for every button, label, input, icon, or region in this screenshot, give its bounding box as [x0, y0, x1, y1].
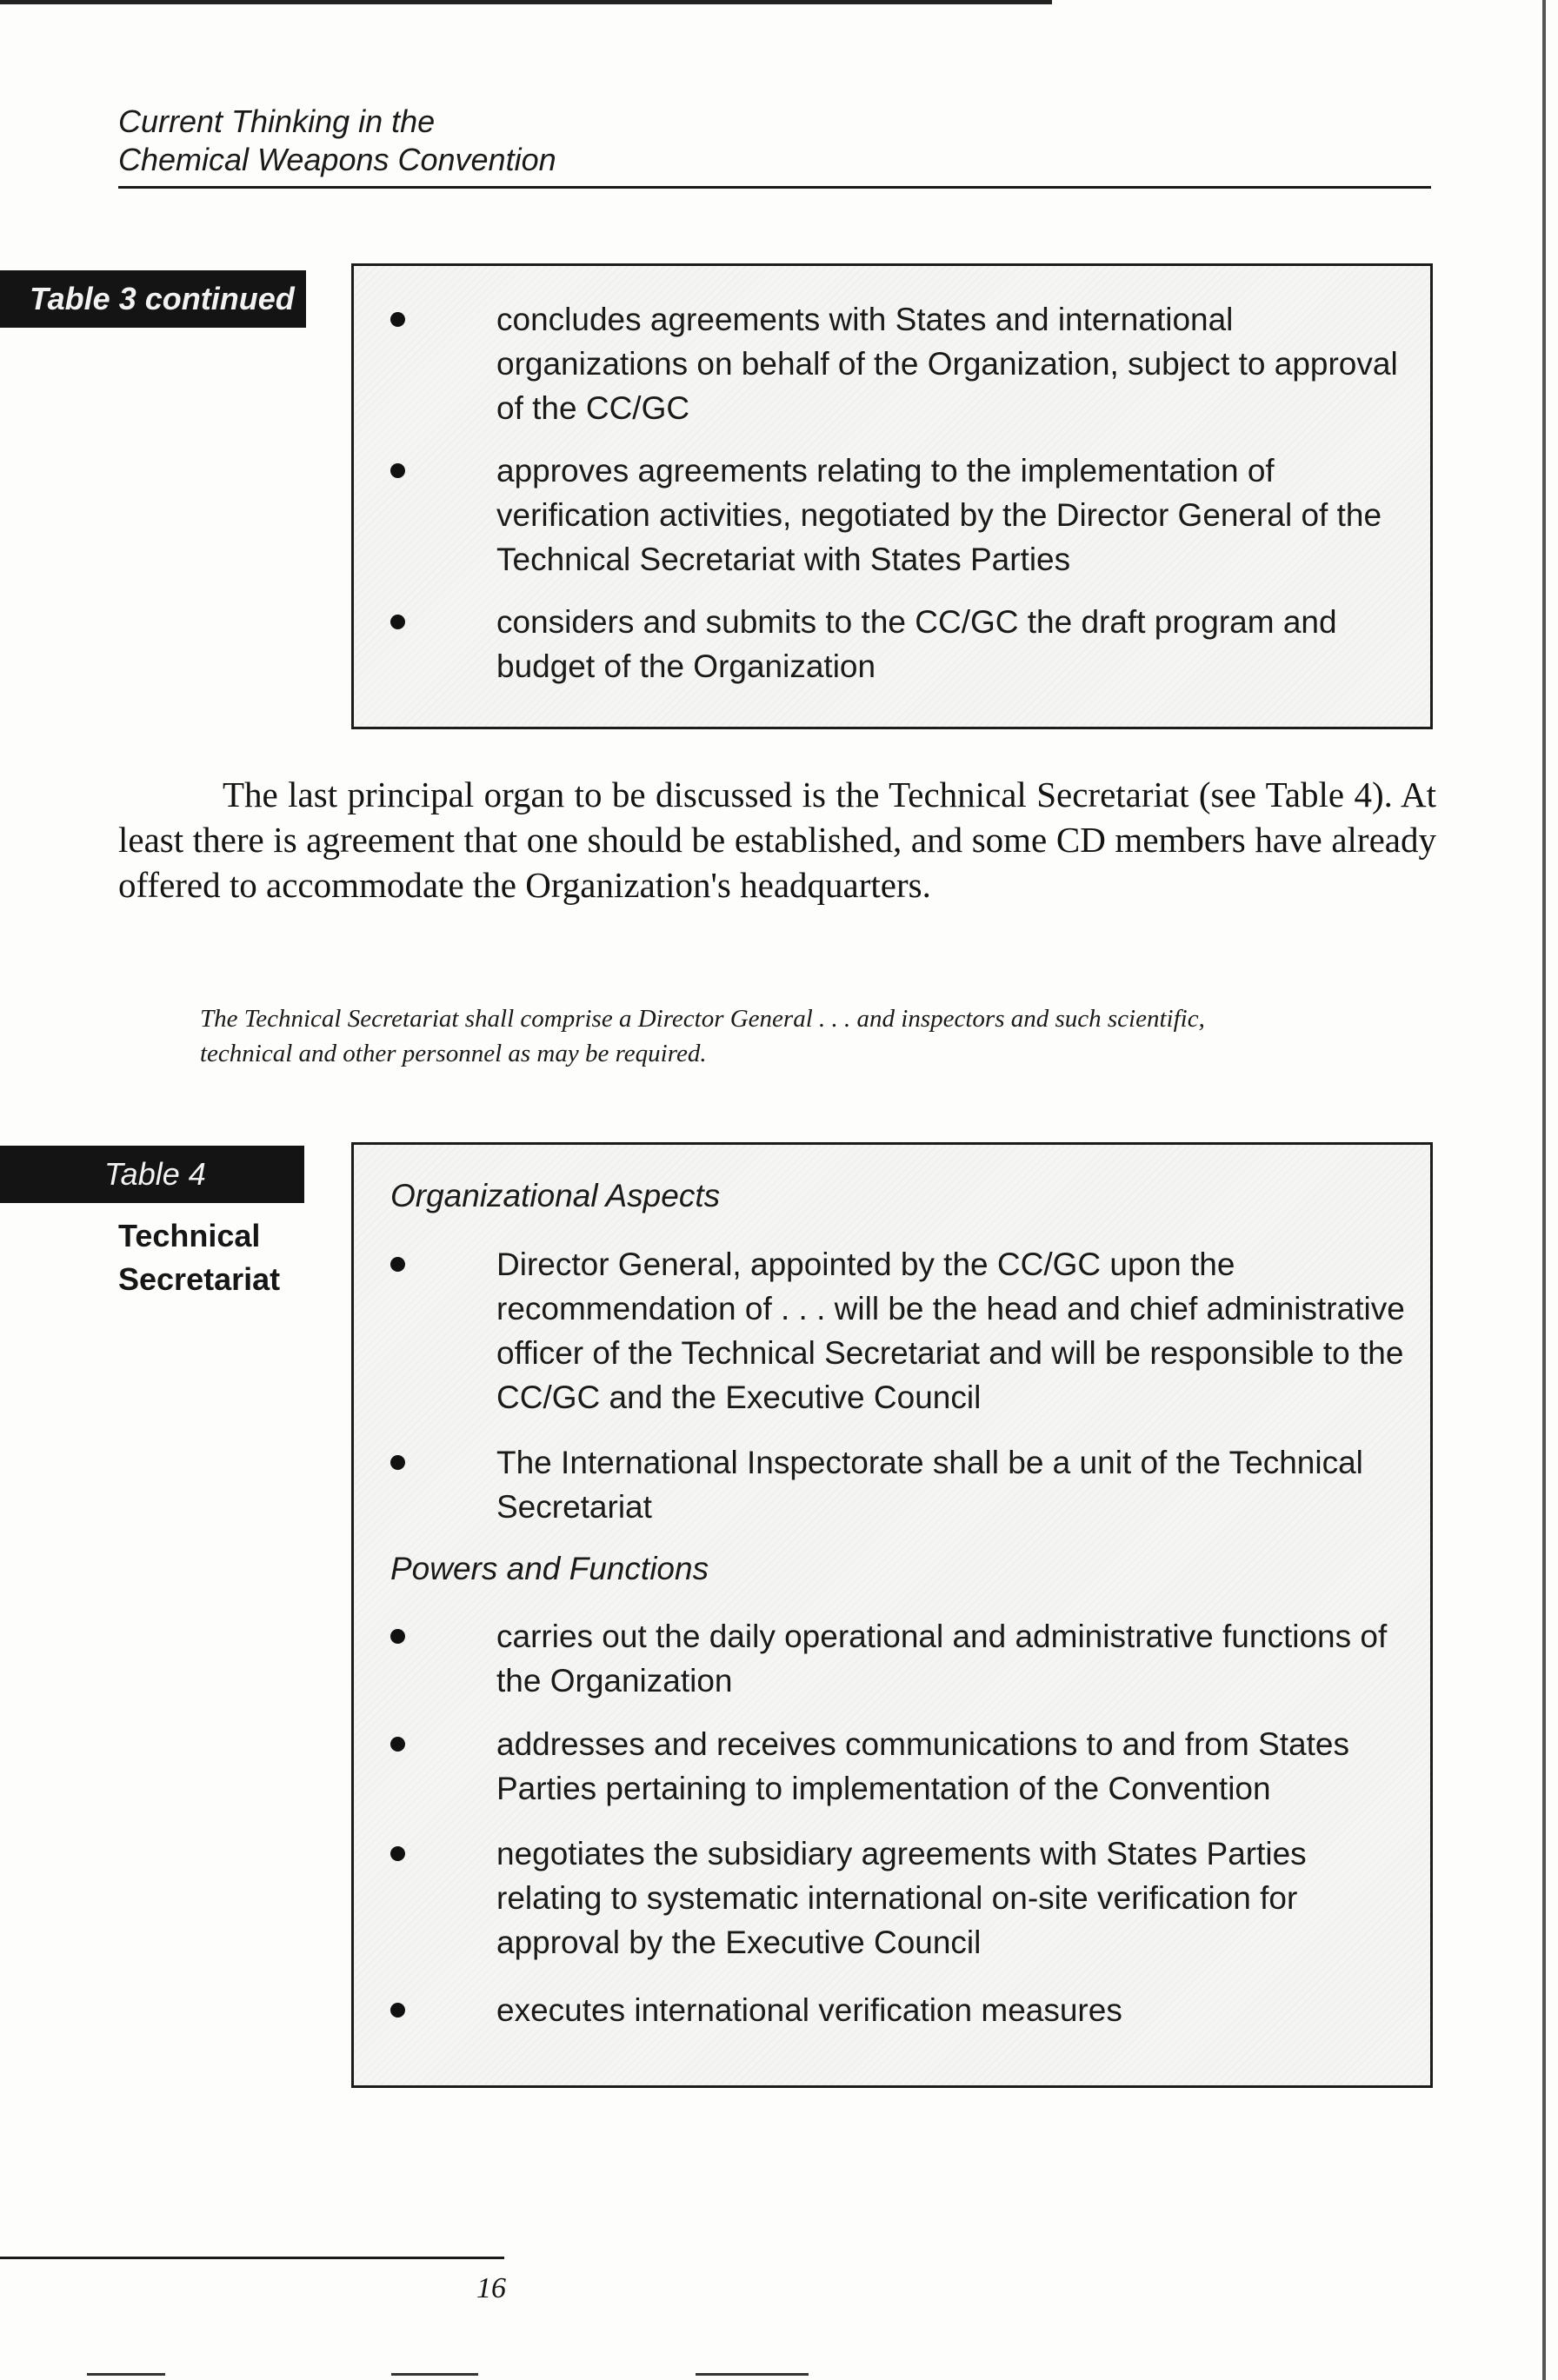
bullet-icon: [390, 615, 405, 629]
table-3-item: [354, 297, 1428, 430]
table-4-item: [354, 1242, 1428, 1419]
page-edge-line: [1542, 0, 1546, 2380]
section-heading-powers-and-functions: Powers and Functions: [390, 1551, 709, 1586]
table-4-title-line-2: Secretariat: [118, 1261, 281, 1297]
table-3-label: Table 3 continued: [0, 270, 306, 328]
table-4-item: [354, 1614, 1428, 1703]
table-3-item: [354, 449, 1428, 582]
footer-rule: [0, 2257, 504, 2259]
bottom-edge-mark: [87, 2373, 165, 2376]
bullet-icon: [390, 1257, 405, 1272]
table-4-item-text: addresses and receives communications to and from States Parties pertaining to implementation of the Convention: [496, 1726, 1349, 1806]
page-number: 16: [476, 2272, 506, 2304]
table-3-box: [351, 263, 1433, 729]
table-4-label: Table 4: [0, 1146, 304, 1203]
running-head-line-1: Current Thinking in the: [118, 103, 436, 139]
table-4-item-text: negotiates the subsidiary agreements with States Parties relating to systematic international on-site verification for approval by the Executive Council: [496, 1836, 1307, 1960]
table-3-item: [354, 600, 1428, 688]
table-4-item-text: carries out the daily operational and administrative functions of the Organization: [496, 1619, 1388, 1699]
table-4-item: [354, 1832, 1428, 1964]
bullet-icon: [390, 2003, 405, 2018]
table-4-item-text: executes international verification measures: [496, 1992, 1122, 2028]
bullet-icon: [390, 312, 405, 327]
running-head: [118, 103, 1431, 179]
table-4-item-text: The International Inspectorate shall be a unit of the Technical Secretariat: [496, 1445, 1363, 1525]
running-head-line-2: Chemical Weapons Convention: [118, 142, 556, 177]
bottom-edge-mark: [391, 2373, 478, 2376]
table-4-title-line-1: Technical: [118, 1218, 261, 1253]
bullet-icon: [390, 1629, 405, 1644]
table-4-title: [118, 1214, 310, 1301]
table-4-box: [351, 1142, 1433, 2088]
table-3-item-text: approves agreements relating to the implementation of verification activities, negotiated by the Director General of the Technical Secretariat with States Parties: [496, 453, 1382, 577]
table-4-item: [354, 1988, 1428, 2032]
epigraph-quote: The Technical Secretariat shall comprise a Director General . . . and inspectors and such scientific, technical and other personnel as may be required.: [200, 1005, 1205, 1067]
bottom-edge-mark: [696, 2373, 809, 2376]
table-4-item: [354, 1722, 1428, 1811]
bullet-icon: [390, 1455, 405, 1470]
table-3-item-text: considers and submits to the CC/GC the draft program and budget of the Organization: [496, 604, 1337, 684]
bullet-icon: [390, 463, 405, 478]
body-paragraph: The last principal organ to be discussed is the Technical Secretariat (see Table 4). At least there is agreement that one should be established, and some CD members have already offered to accommodate the Organization's headquarters.: [118, 774, 1436, 905]
table-4-item-text: Director General, appointed by the CC/GC upon the recommendation of . . . will be the head and chief administrative officer of the Technical Secretariat and will be responsible to the CC/GC and the Executive Council: [496, 1247, 1405, 1415]
section-heading-organizational-aspects: Organizational Aspects: [390, 1178, 721, 1213]
top-edge-rule: [0, 0, 1052, 4]
bullet-icon: [390, 1737, 405, 1752]
bullet-icon: [390, 1846, 405, 1861]
header-rule: [118, 186, 1431, 189]
table-3-item-text: concludes agreements with States and international organizations on behalf of the Organization, subject to approval of the CC/GC: [496, 302, 1398, 426]
table-4-item: [354, 1440, 1428, 1529]
